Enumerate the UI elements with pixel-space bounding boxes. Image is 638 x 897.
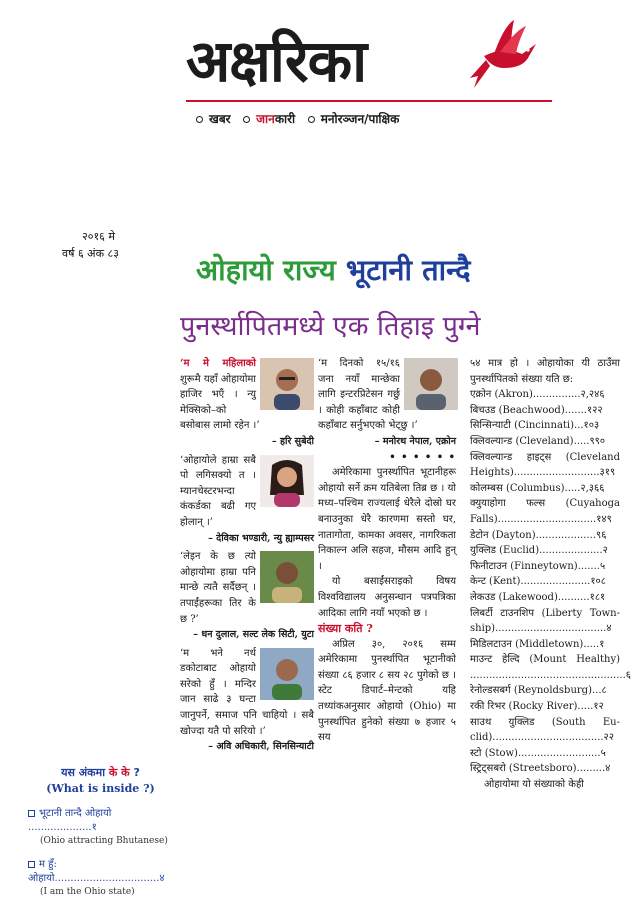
inside-title: यस अंकमा के के ? (61, 766, 140, 779)
city-count-line: डेटोन (Dayton)...................९६ (470, 529, 607, 541)
city-count-line: मिडिलटाउन (Middletown).....१ (470, 638, 605, 650)
portrait-photo (260, 648, 314, 700)
portrait-photo (260, 551, 314, 603)
tag-news: खबर (209, 112, 231, 126)
inside-subtitle: (What is inside ?) (46, 782, 155, 795)
masthead-title: अक्षरिका (186, 27, 367, 95)
city-count-line: केन्ट (Kent)......................१०८ (470, 576, 606, 588)
quote-text: ‘म भने नर्थ डकोटाबाट ओहायो सरेको हुँ । मन्दिर जान साढे ३ घन्टा जानुपर्ने, समाज पनि चाहियो । सबै खोज्दा यतै पो सरियो ।’ (180, 647, 314, 737)
toc-item[interactable] (28, 805, 173, 846)
masthead (178, 22, 618, 132)
quote-text: ‘ओहायोले हाम्रा सबै पो लगिसक्यो त । म्यानचेस्टरभन्दा कंकर्डका बढी गए होलान् ।’ (180, 454, 256, 528)
portrait-photo (260, 455, 314, 507)
quote-attribution: – धन दुलाल, सल्ट लेक सिटी, युटा (193, 629, 314, 641)
headline-part2: भूटानी तान्दै (345, 253, 471, 287)
tag-entertainment: मनोरञ्जन/पाक्षिक (320, 112, 400, 126)
city-count-line: लेकउड (Lakewood)..........१८१ (470, 591, 606, 603)
toc-english: (I am the Ohio state) (40, 887, 135, 897)
headline (196, 250, 471, 289)
city-count-line: स्टो (Stow)..........................५ (470, 747, 606, 759)
tagline (196, 110, 399, 127)
column-main-story (318, 356, 456, 746)
city-count-line: रेनोल्डसबर्ग (Reynoldsburg)...८ (470, 685, 607, 697)
city-count-line: रकी रिभर (Rocky River).....१२ (470, 701, 604, 713)
headline-part1: ओहायो राज्य (196, 253, 336, 287)
issue-volume: वर्ष ६ अंक ८३ (62, 247, 119, 260)
checkbox-icon (28, 861, 35, 868)
bird-logo-icon (464, 16, 544, 96)
city-count-line: कोलम्बस (Columbus).....२,३६६ (470, 482, 605, 494)
quote-block (180, 646, 314, 755)
quote-text: शुरूमै यहाँ ओहायोमा हाजिर भएँ । न्यु मेक्सिको–को बसोबास लामो रहेन ।’ (180, 373, 260, 432)
quote-attribution: – देविका भण्डारी, न्यु ह्याम्पसर (208, 532, 314, 544)
section-heading: संख्या कति ? (318, 622, 373, 636)
quote-attribution: – हरि सुबेदी (271, 435, 314, 447)
quote-text: ‘लेइन के छ त्यो ओहायोमा हाम्रा पनि मान्छे त्यतै सर्दैछन् । तपाईंहरूका तिर के छ ?’ (180, 551, 256, 625)
story-paragraph: ५४ मात्र हो । ओहायोका यी ठाउँमा पुनर्स्थापितको संख्या यति छ: (470, 358, 620, 385)
whats-inside (28, 765, 173, 897)
city-count-line: स्ट्रिट्सबरो (Streetsboro).........४ (470, 763, 611, 775)
issue-info (62, 228, 119, 262)
toc-label: भूटानी तान्दै ओहायो ....................१ (28, 808, 112, 833)
column-quotes (180, 356, 314, 755)
portrait-photo (404, 358, 456, 408)
subheadline: पुनर्स्थापितमध्ये एक तिहाइ पुग्ने (180, 311, 481, 342)
city-count-line: सिन्सिन्याटी (Cincinnati)...१०३ (470, 420, 600, 432)
city-count-line: क्लिवल्यान्ड हाइट्स (Cleveland Heights)...........................३१९ (470, 451, 620, 479)
city-count-line: बिचउड (Beachwood).......१२२ (470, 404, 603, 416)
issue-date: २०१६ मे (82, 230, 115, 243)
city-count-line: माउन्ट हेल्दि (Mount Healthy) .................................................६ (470, 654, 631, 681)
tag-info-b: कारी (274, 112, 296, 126)
tag-info-a: जान (256, 112, 275, 126)
bullet-ring-icon (196, 116, 203, 123)
quote-attribution: – मनोरथ नेपाल, एक्रोन (374, 435, 456, 447)
quote-block (180, 549, 314, 643)
city-count-line: क्युयाहोगा फल्स (Cuyahoga Falls)...............................१४९ (470, 498, 620, 525)
interpreter-quote: ‘म दिनको १५/१६ जना नयाँ मान्छेका लागि इन्टरप्रिटेसन गर्छु । कोही कहाँबाट कोही कहाँबाट सर्नुभएको भेट्छु ।’ (318, 358, 418, 432)
column-city-counts (470, 356, 631, 793)
quote-lead: ‘म मेे महिलाको (180, 358, 256, 369)
story-paragraph: अप्रिल ३०, २०१६ सम्म अमेरिकामा पुनर्स्थापित भूटानीको संख्या ८६ हजार ८ सय २८ पुगेको छ । स्टेट डिपार्ट–मेन्टको यहि तथ्यांकअनुसार ओहायो (Ohio) मा पुनर्स्थापित हुनेको संख्या ७ हजार ५ सय (318, 638, 456, 744)
city-count-line: युक्लिड (Euclid)....................२ (470, 545, 608, 557)
city-count-line: फिनीटाउन (Finneytown).......५ (470, 560, 606, 572)
masthead-rule (186, 100, 552, 102)
story-paragraph: यो बसाईंसराइको विषय विश्वविद्यालय अनुसन्धान पत्रपत्रिका आदिका लागि नयाँ भएको छ । (318, 576, 456, 619)
toc-label: म हुँ: ओहायो.................................४ (28, 859, 165, 884)
portrait-photo (260, 358, 314, 410)
story-paragraph: ओहायोमा यो संख्याको केही (484, 779, 584, 791)
city-count-line: एक्रोन (Akron)...............२,२४६ (470, 389, 605, 401)
quote-attribution: – अवि अधिकारी, सिनसिन्याटी (208, 741, 314, 753)
toc-english: (Ohio attracting Bhutanese) (40, 836, 168, 846)
bullet-ring-icon (308, 116, 315, 123)
quote-block (180, 453, 314, 547)
checkbox-icon (28, 810, 35, 817)
separator-dots: • • • • • • (389, 451, 456, 463)
city-count-line: साउथ युक्लिड (South Eu-clid)...................................२२ (470, 716, 620, 744)
toc-item[interactable] (28, 856, 173, 897)
bullet-ring-icon (243, 116, 250, 123)
city-count-line: लिबर्टी टाउनशिप (Liberty Town-ship)...................................४ (470, 607, 620, 635)
quote-block (180, 356, 314, 450)
city-count-line: क्लिवल्यान्ड (Cleveland).....९९० (470, 435, 606, 447)
story-paragraph: अमेरिकामा पुनर्स्थापित भूटानीहरू ओहायो सर्ने क्रम यतिबेला तिब्र छ । यो मध्य–पश्चिम राज्यलाई धेरैले दोस्रो घर बनाउनुका धेरै कारणमा सस्तो घर, नातागोता, कामका अवसर, नागरिकता निकाल्न अलि सहज, मौसम आदि हुन् । (318, 467, 456, 572)
